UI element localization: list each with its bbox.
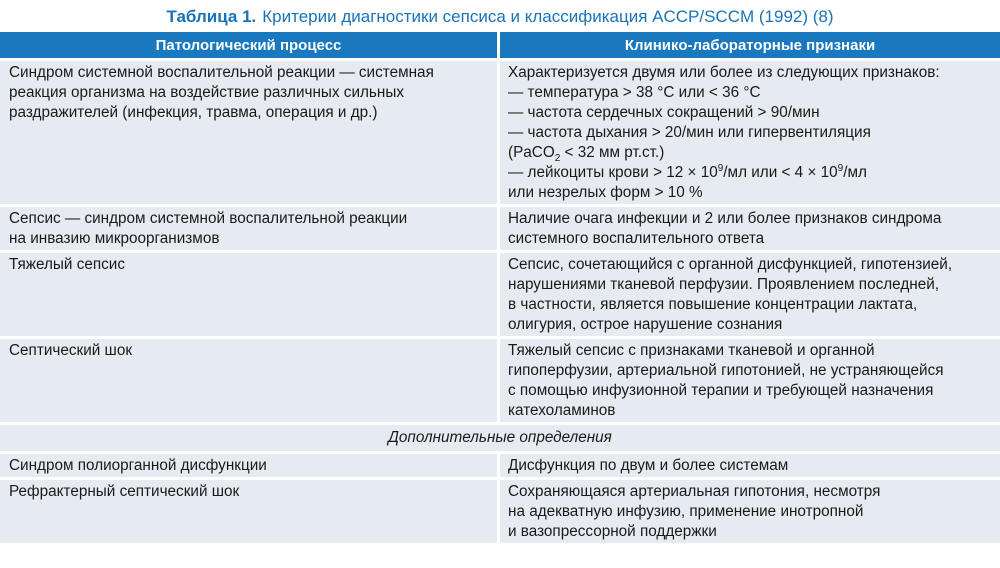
table-row	[0, 207, 1000, 253]
cell-process	[0, 480, 500, 546]
text-line: олигурия, острое нарушение сознания	[508, 316, 783, 333]
cell-signs	[500, 253, 1000, 339]
caption-number: Таблица 1.	[166, 7, 257, 26]
text-line: Сепсис — синдром системной воспалительной реакции	[9, 210, 408, 227]
text-line: Наличие очага инфекции и 2 или более признаков синдрома	[508, 210, 942, 227]
table-row	[0, 454, 1000, 480]
table-row	[0, 253, 1000, 339]
cell-process	[0, 61, 500, 207]
text-line: — частота дыхания > 20/мин или гипервентиляция	[508, 124, 871, 141]
table-row	[0, 339, 1000, 425]
wbc-sup1: 9	[717, 162, 724, 174]
header-row	[0, 32, 1000, 61]
text-line: Рефрактерный септический шок	[9, 483, 240, 500]
text-line: нарушениями тканевой перфузии. Проявлением последней,	[508, 276, 940, 293]
header-process: Патологический процесс	[0, 32, 500, 61]
cell-signs	[500, 207, 1000, 253]
text-line: Синдром полиорганной дисфункции	[9, 457, 267, 474]
section-title: Дополнительные определения	[0, 425, 1000, 454]
text-line: — частота сердечных сокращений > 90/мин	[508, 104, 820, 121]
cell-process	[0, 207, 500, 253]
wbc-pre: — лейкоциты крови > 12 × 10	[508, 164, 718, 181]
cell-signs	[500, 339, 1000, 425]
cell-process	[0, 454, 500, 480]
cell-signs	[500, 454, 1000, 480]
text-line: Тяжелый сепсис с признаками тканевой и органной	[508, 342, 875, 359]
wbc-mid: /мл или < 4 × 10	[723, 164, 838, 181]
text-line: раздражителей (инфекция, травма, операция и др.)	[9, 104, 378, 121]
text-line: в частности, является повышение концентрации лактата,	[508, 296, 918, 313]
wbc-post: /мл	[843, 164, 867, 181]
text-line: Сохраняющаяся артериальная гипотония, несмотря	[508, 483, 881, 500]
text-line: гипоперфузии, артериальной гипотонией, не устраняющейся	[508, 362, 944, 379]
table-caption	[0, 0, 1000, 32]
wbc-sup2: 9	[837, 162, 844, 174]
header-signs: Клинико-лабораторные признаки	[500, 32, 1000, 61]
text-line: и вазопрессорной поддержки	[508, 523, 717, 540]
text-line: Сепсис, сочетающийся с органной дисфункцией, гипотензией,	[508, 256, 953, 273]
text-line: Септический шок	[9, 342, 133, 359]
text-line: Синдром системной воспалительной реакции — системная	[9, 64, 434, 81]
cell-signs	[500, 61, 1000, 207]
cell-process	[0, 339, 500, 425]
section-row	[0, 425, 1000, 454]
cell-process	[0, 253, 500, 339]
text-line: реакция организма на воздействие различных сильных	[9, 84, 404, 101]
text-line: на адекватную инфузию, применение инотропной	[508, 503, 864, 520]
text-line: Тяжелый сепсис	[9, 256, 125, 273]
wbc-line	[508, 163, 992, 183]
text-line: на инвазию микроорганизмов	[9, 230, 220, 247]
table-row	[0, 61, 1000, 207]
sepsis-criteria-table	[0, 32, 1000, 546]
paco2-line	[508, 143, 992, 163]
cell-signs	[500, 480, 1000, 546]
caption-title: Критерии диагностики сепсиса и классификация ACCP/SCCM (1992) (8)	[262, 7, 834, 26]
paco2-post: < 32 мм рт.ст.)	[560, 144, 665, 161]
paco2-sub: 2	[554, 153, 561, 165]
text-line: или незрелых форм > 10 %	[508, 184, 703, 201]
text-line: — температура > 38 °С или < 36 °С	[508, 84, 761, 101]
table-row	[0, 480, 1000, 546]
text-line: с помощью инфузионной терапии и требующей назначения	[508, 382, 934, 399]
text-line: Характеризуется двумя или более из следующих признаков:	[508, 64, 940, 81]
text-line: катехоламинов	[508, 402, 616, 419]
text-line: Дисфункция по двум и более системам	[508, 457, 789, 474]
paco2-pre: (PaCO	[508, 144, 555, 161]
text-line: системного воспалительного ответа	[508, 230, 765, 247]
